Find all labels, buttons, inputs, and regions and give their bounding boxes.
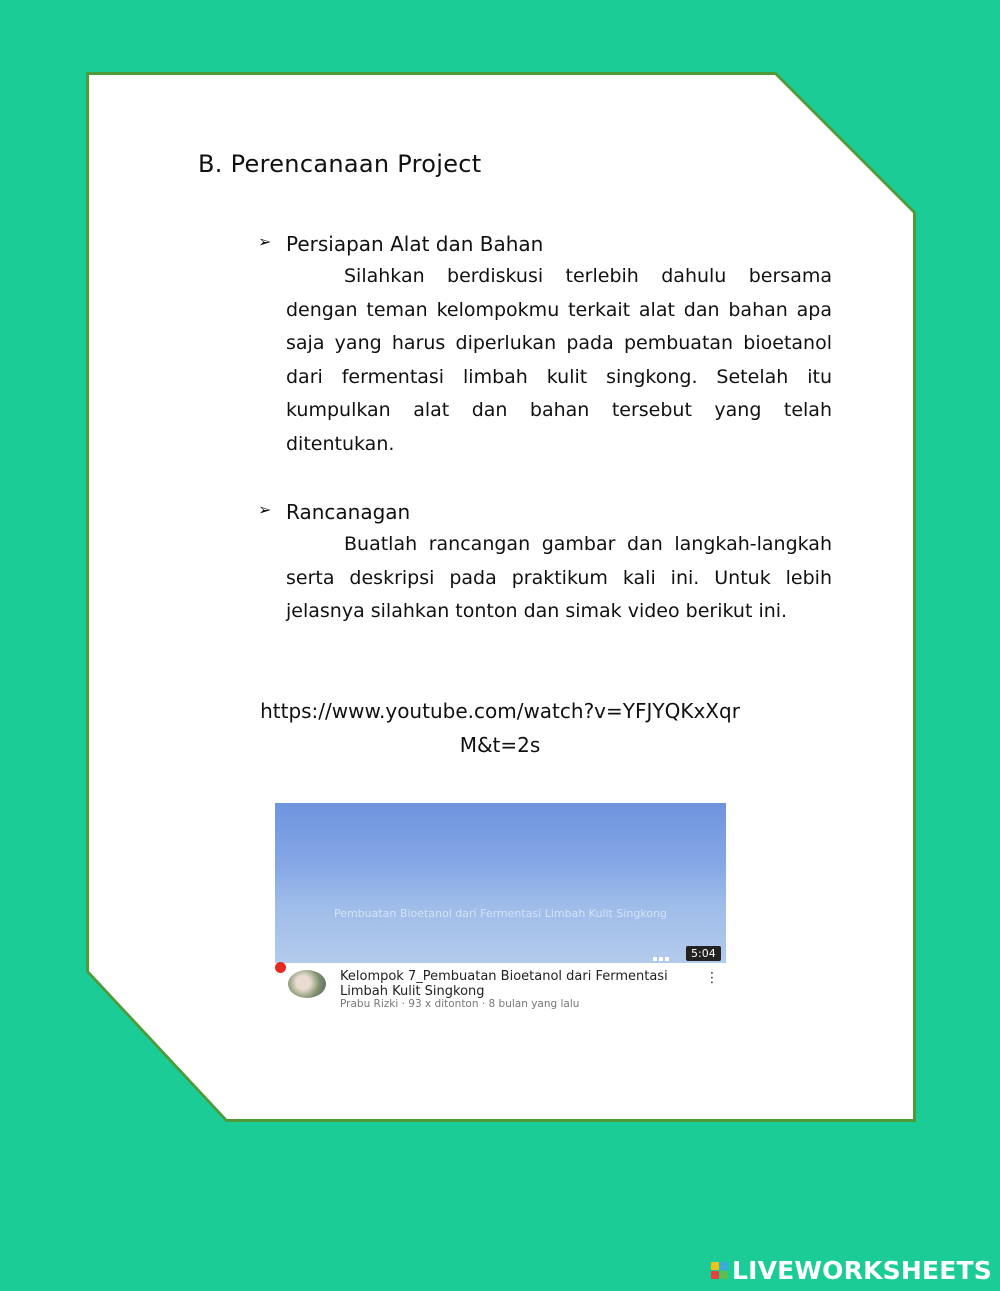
liveworksheets-logo — [711, 1255, 992, 1285]
section-paragraph: Buatlah rancangan gambar dan langkah-langkah serta deskripsi pada praktikum kali ini. Untuk lebih jelasnya silahkan tonton dan simak video berikut ini. — [286, 533, 832, 623]
section-heading: Rancanagan — [286, 500, 411, 524]
channel-avatar[interactable] — [288, 970, 326, 998]
brand-square-yellow — [711, 1262, 719, 1270]
video-thumbnail[interactable] — [275, 803, 726, 963]
section-persiapan — [258, 228, 832, 462]
brand-square-red — [711, 1271, 719, 1279]
video-overlay-title: Pembuatan Bioetanol dari Fermentasi Limbah Kulit Singkong — [333, 907, 668, 920]
video-duration-badge: 5:04 — [686, 946, 721, 961]
section-heading: Persiapan Alat dan Bahan — [286, 232, 544, 256]
brand-square-blue — [720, 1262, 728, 1270]
video-meta: Prabu Rizki · 93 x ditonton · 8 bulan yang lalu — [340, 998, 580, 1010]
video-title[interactable]: Kelompok 7_Pembuatan Bioetanol dari Fermentasi Limbah Kulit Singkong — [340, 969, 668, 999]
youtube-link[interactable]: https://www.youtube.com/watch?v=YFJYQKxXqrM&t=2s — [260, 699, 740, 757]
brand-mark-icon — [711, 1262, 728, 1279]
page-title: B. Perencanaan Project — [198, 150, 482, 178]
section-rancangan — [258, 496, 832, 629]
brand-name: LIVEWORKSHEETS — [731, 1255, 992, 1285]
brand-square-green — [720, 1271, 728, 1279]
signal-icon — [653, 946, 677, 956]
more-options-icon[interactable]: ⋮ — [705, 970, 719, 986]
arrow-bullet-icon: ➢ — [258, 500, 272, 519]
video-progress-dot — [275, 962, 286, 973]
arrow-bullet-icon: ➢ — [258, 232, 272, 251]
section-paragraph: Silahkan berdiskusi terlebih dahulu bersama dengan teman kelompokmu terkait alat dan bahan apa saja yang harus diperlukan pada pembuatan bioetanol dari fermentasi limbah kulit singkong. Setelah itu kumpulkan alat dan bahan tersebut yang telah ditentukan. — [286, 265, 832, 455]
